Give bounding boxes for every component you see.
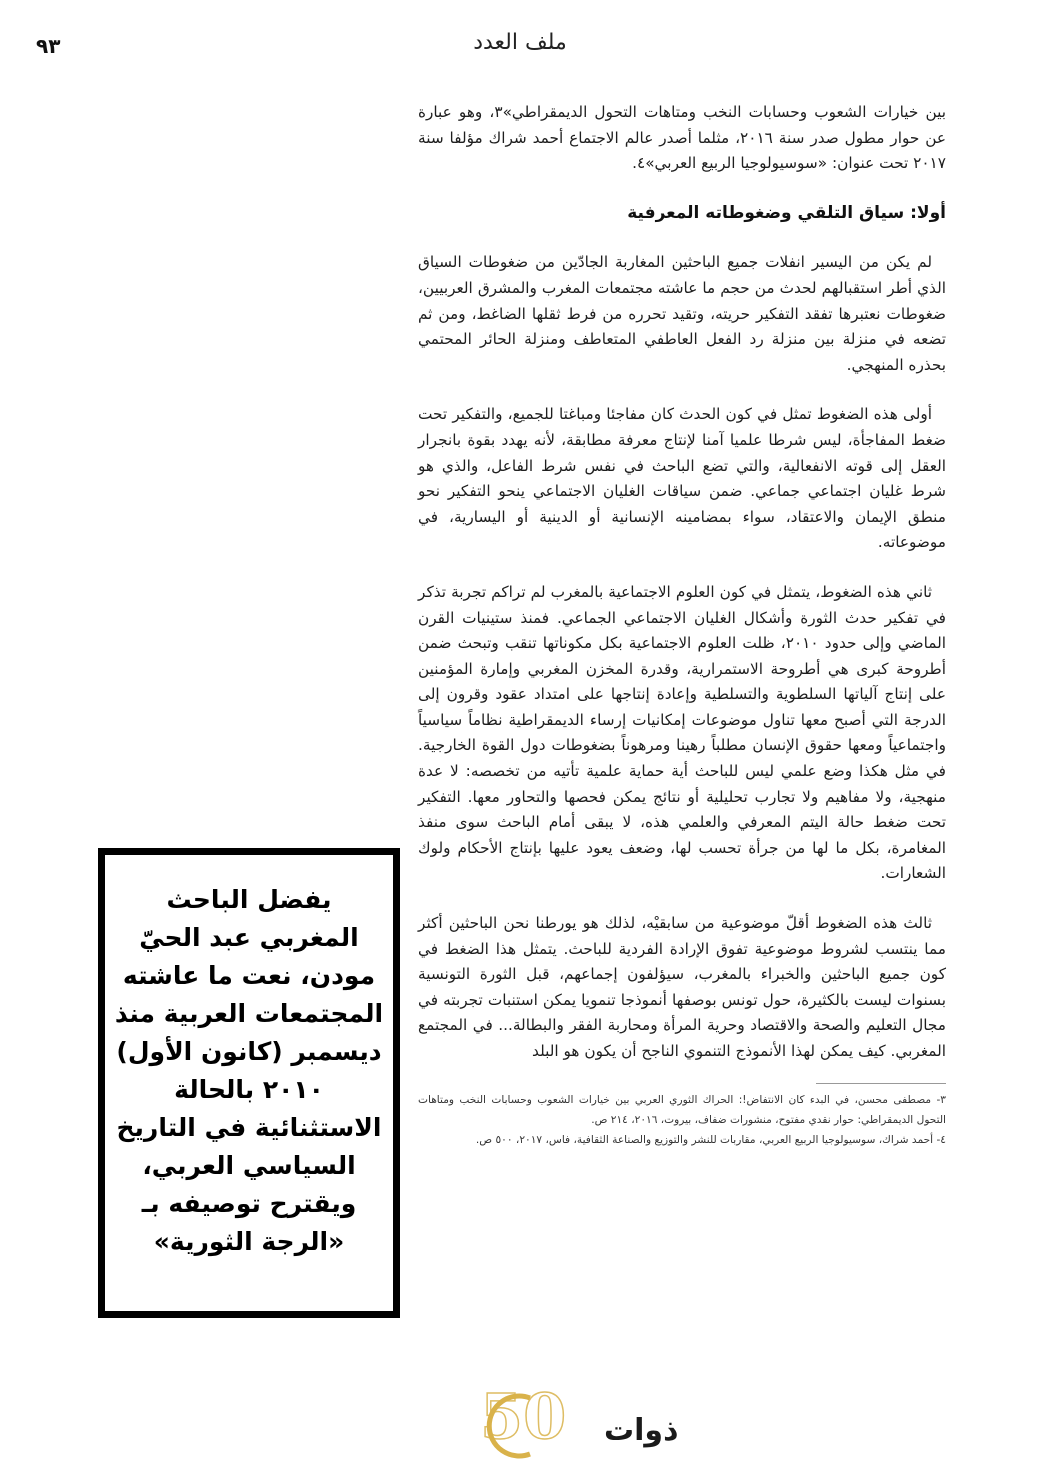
pull-quote: يفضل الباحث المغربي عبد الحيّ مودن، نعت ما عاشته المجتمعات العربية منذ ديسمبر (كانون الأول) ٢٠١٠ بالحالة الاستثنائية في التاريخ السياسي العربي، ويقترح توصيفه بـ «الرجة الثورية» bbox=[98, 848, 400, 1318]
page-number: ٩٣ bbox=[36, 34, 61, 58]
article-body bbox=[418, 100, 946, 1150]
dhawat-logo bbox=[472, 1380, 679, 1460]
section-heading: أولا: سياق التلقي وضغوطاته المعرفية bbox=[627, 202, 946, 223]
footnotes bbox=[418, 1090, 946, 1150]
footnote-4: ٤- أحمد شراك، سوسيولوجيا الربيع العربي، مقاربات للنشر والتوزيع والصناعة الثقافية، فاس، ٢٠١٧، ٥٠٠ ص. bbox=[475, 1133, 946, 1146]
logo-number: 50 bbox=[480, 1380, 567, 1453]
paragraph-4: ثالث هذه الضغوط أقلّ موضوعية من سابقيْه، لذلك هو يورطنا نحن الباحثين أكثر مما ينتسب لشروط موضوعية تفوق الإرادة الفردية للباحث. يتمثل هذا الضغط في كون جميع الباحثين والخبراء بالمغرب، سيؤلفون إجماعهم، قبل الثورة التونسية بسنوات ليست بالكثيرة، حول تونس بوصفها أنموذجا تنمويا يمكن استنبات تجربته في مجال التعليم والصحة والاقتصاد وحرية المرأة ومحاربة الفقر والبطالة... في المجتمع المغربي. كيف يمكن لهذا الأنموذج التنموي الناجح أن يكون هو البلد bbox=[418, 914, 946, 1060]
paragraph-3: ثاني هذه الضغوط، يتمثل في كون العلوم الاجتماعية بالمغرب لم تراكم تجربة تذكر في تفكير حدث الثورة وأشكال الغليان الاجتماعي الجماعي. فمنذ ستينيات القرن الماضي وإلى حدود ٢٠١٠، ظلت العلوم الاجتماعية بكل مكوناتها تنقب وتبحث ضمن أطروحة كبرى هي أطروحة الاستمرارية، وقدرة المخزن المغربي وإمارة المؤمنين على إنتاج آلياتها السلطوية والتسلطية وإعادة إنتاجها على امتداد عقود وقرون إلى الدرجة التي أصبح معها تناول موضوعات إمكانيات إرساء الديمقراطية نظاماً سياسياً واجتماعياً ومعها حقوق الإنسان مطلباً رهينا ومرهوناً بضغوطات دول القوة الخارجية. في مثل هكذا وضع علمي ليس للباحث أية حماية علمية تأتيه من تخصصه: لا عدة منهجية، ولا مفاهيم ولا تجارب تحليلية أو نتائج يمكن فحصها والتحاور معها. التفكير تحت ضغط حالة اليتم المعرفي والعلمي هذه، لا يبقى أمام الباحث سوى منفذ المغامرة، بكل ما لها من جرأة تحسب لها، وضعف يعود عليها بإنتاج الأحكام ولوك الشعارات. bbox=[418, 582, 946, 883]
paragraph-2: أولى هذه الضغوط تمثل في كون الحدث كان مفاجئا ومباغتا للجميع، والتفكير تحت ضغط المفاجأة، ليس شرطا علميا آمنا لإنتاج معرفة مطابقة، لأنه يهدد بقوة بانجرار العقل إلى قوته الانفعالية، والتي تضع الباحث في نفس شرط الفاعل، والذي هو شرط غليان اجتماعي جماعي. ضمن سياقات الغليان الاجتماعي ينحو التفكير نحو منطق الإيمان والاعتقاد، سواء بمضامينه الإنسانية أو الدينية أو اليسارية، في موضوعاته. bbox=[418, 405, 946, 552]
logo-graphic bbox=[472, 1380, 679, 1460]
logo-text: ذوات bbox=[604, 1413, 679, 1448]
footnote-3: ٣- مصطفى محسن، في البدء كان الانتفاض!: الحراك الثوري العربي بين خيارات الشعوب وحسابات النخب ومتاهات التحول الديمقراطي: حوار نقدي مفتوح، منشورات ضفاف، بيروت، ٢٠١٦، ٢١٤ ص. bbox=[418, 1093, 946, 1126]
section-header: ملف العدد bbox=[473, 30, 567, 55]
footnote-divider bbox=[816, 1083, 946, 1084]
intro-paragraph: بين خيارات الشعوب وحسابات النخب ومتاهات التحول الديمقراطي»٣، وهو عبارة عن حوار مطول صدر سنة ٢٠١٦، مثلما أصدر عالم الاجتماع أحمد شراك مؤلفا سنة ٢٠١٧ تحت عنوان: «سوسيولوجيا الربيع العربي»٤. bbox=[418, 103, 946, 173]
paragraph-1: لم يكن من اليسير انفلات جميع الباحثين المغاربة الجادّين من ضغوطات السياق الذي أطر استقبالهم لحدث من حجم ما عاشته مجتمعات المغرب والمشرق العربيين، ضغوطات نعتبرها تفقد التفكير حريته، وتقيد تحرره من فرط ثقلها الضاغط، ومن ثم تضعه في منزلة بين منزلة رد الفعل العاطفي المتعاطف ومنزلة الحائر المحتمي بحذره المنهجي. bbox=[418, 253, 946, 374]
